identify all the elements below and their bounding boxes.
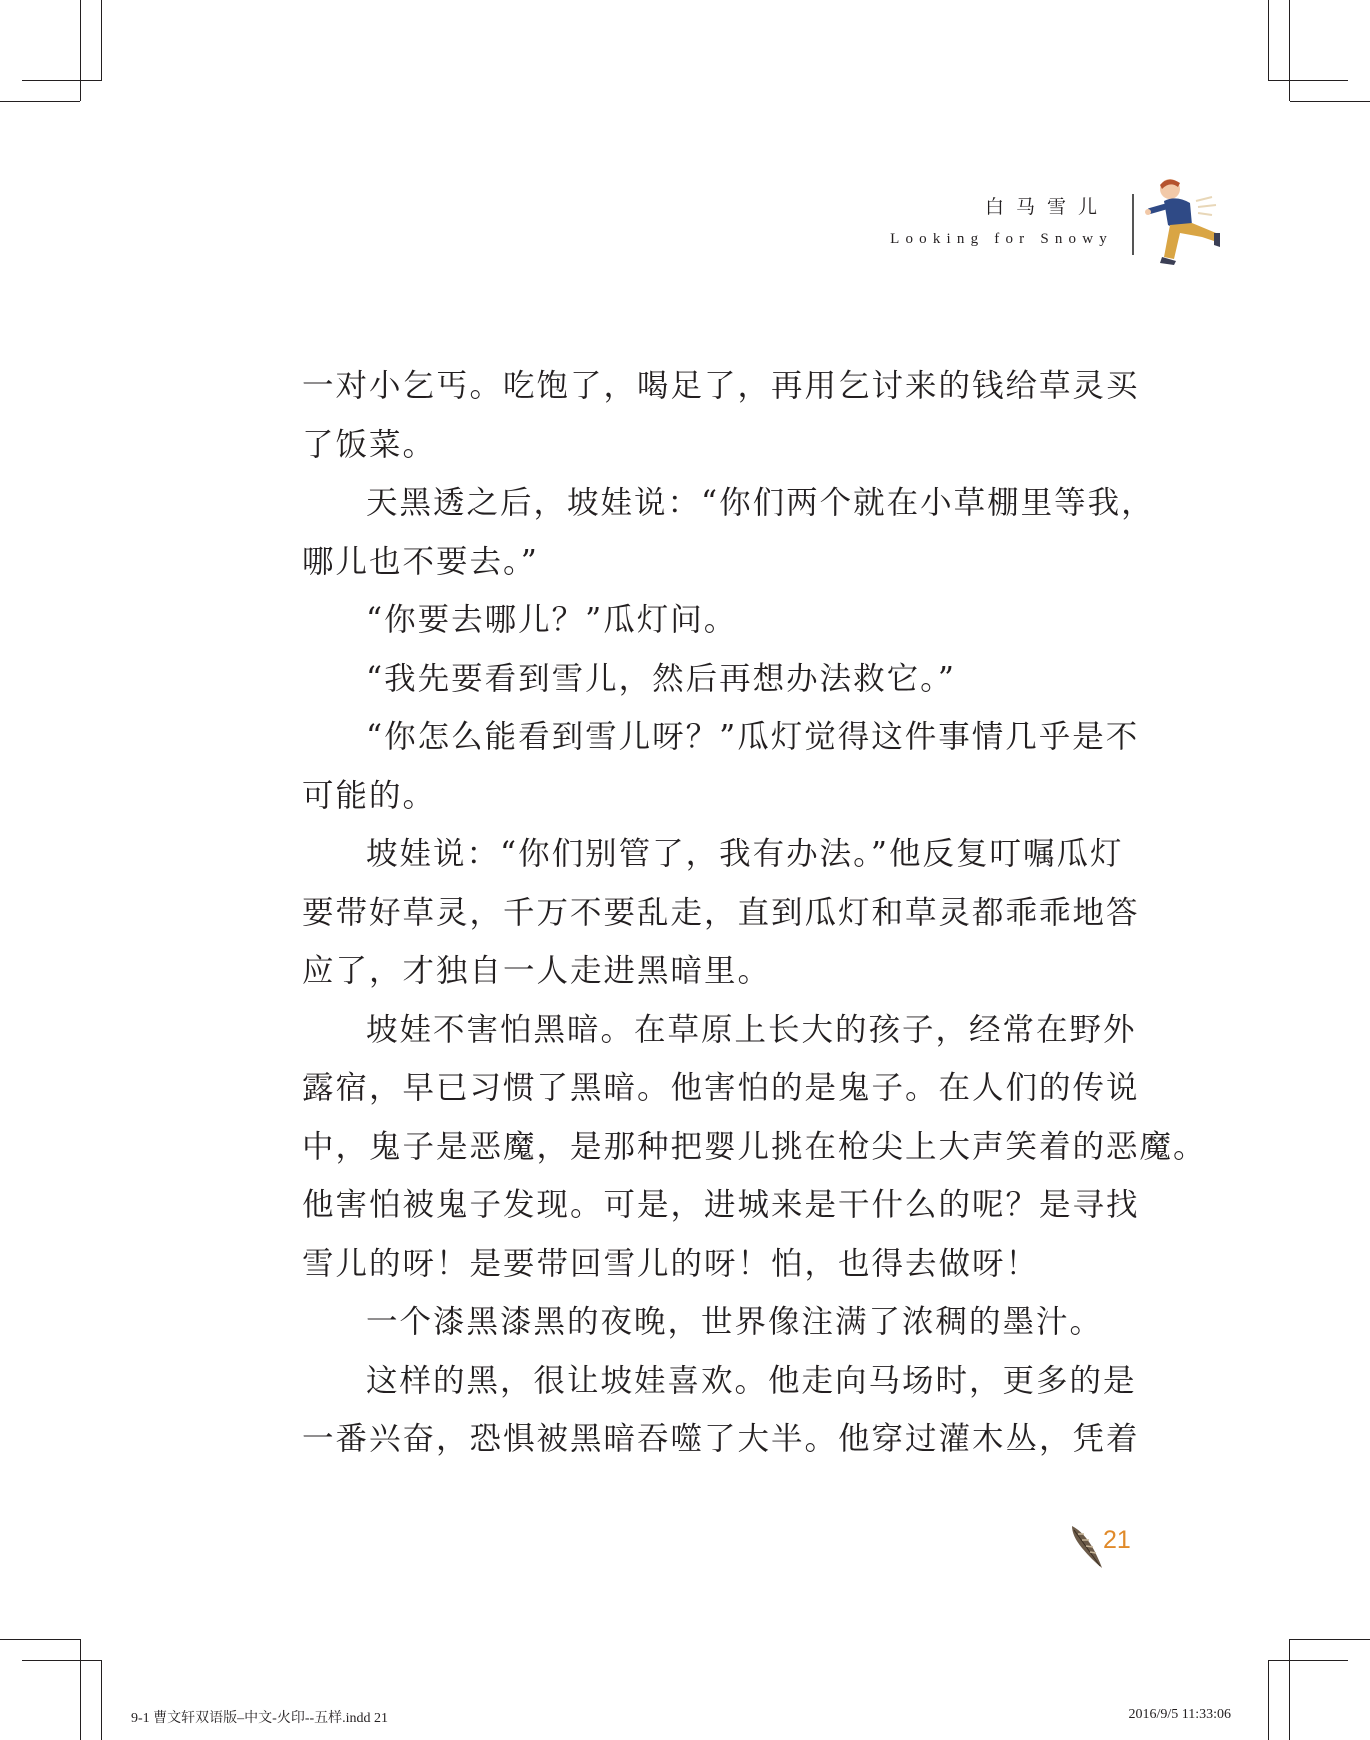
text-line: 坡娃说：“你们别管了，我有办法。”他反复叮嘱瓜灯 bbox=[366, 836, 1124, 872]
text-line: “你要去哪儿？”瓜灯问。 bbox=[366, 602, 738, 638]
text-line: 一对小乞丐。吃饱了，喝足了，再用乞讨来的钱给草灵买 bbox=[302, 368, 1140, 404]
text-line: 露宿，早已习惯了黑暗。他害怕的是鬼子。在人们的传说 bbox=[302, 1070, 1140, 1106]
header-divider bbox=[1132, 194, 1134, 255]
text-line: 一个漆黑漆黑的夜晚，世界像注满了浓稠的墨汁。 bbox=[366, 1304, 1104, 1340]
book-title-chinese: 白马雪儿 bbox=[984, 196, 1109, 218]
text-line: 可能的。 bbox=[302, 777, 437, 814]
body-text bbox=[302, 357, 1207, 1469]
text-line: 这样的黑，很让坡娃喜欢。他走向马场时，更多的是 bbox=[366, 1362, 1137, 1399]
feather-icon bbox=[1068, 1522, 1108, 1570]
text-line: 他害怕被鬼子发现。可是，进城来是干什么的呢？是寻找 bbox=[302, 1187, 1140, 1223]
text-line: 中，鬼子是恶魔，是那种把婴儿挑在枪尖上大声笑着的恶魔。 bbox=[302, 1128, 1207, 1165]
text-line: 天黑透之后，坡娃说：“你们两个就在小草棚里等我， bbox=[366, 485, 1155, 521]
text-line: “你怎么能看到雪儿呀？”瓜灯觉得这件事情几乎是不 bbox=[366, 719, 1140, 755]
text-line: 坡娃不害怕黑暗。在草原上长大的孩子，经常在野外 bbox=[366, 1011, 1137, 1048]
text-line: 一番兴奋，恐惧被黑暗吞噬了大半。他穿过灌木丛，凭着 bbox=[302, 1421, 1140, 1457]
book-title-english: Looking for Snowy bbox=[890, 231, 1113, 247]
text-line: 应了，才独自一人走进黑暗里。 bbox=[302, 953, 772, 989]
text-line: 了饭菜。 bbox=[302, 426, 437, 463]
footer-timestamp: 2016/9/5 11:33:06 bbox=[1128, 1707, 1231, 1722]
running-boy-illustration-icon bbox=[1140, 175, 1224, 275]
page-number: 21 bbox=[1103, 1526, 1131, 1554]
text-line: “我先要看到雪儿，然后再想办法救它。” bbox=[366, 660, 956, 697]
footer-file-info: 9-1 曹文轩双语版–中文-火印--五样.indd 21 bbox=[131, 1711, 389, 1726]
text-line: 要带好草灵，千万不要乱走，直到瓜灯和草灵都乖乖地答 bbox=[302, 894, 1140, 931]
text-line: 哪儿也不要去。” bbox=[302, 543, 539, 580]
text-line: 雪儿的呀！是要带回雪儿的呀！怕，也得去做呀！ bbox=[302, 1245, 1040, 1282]
